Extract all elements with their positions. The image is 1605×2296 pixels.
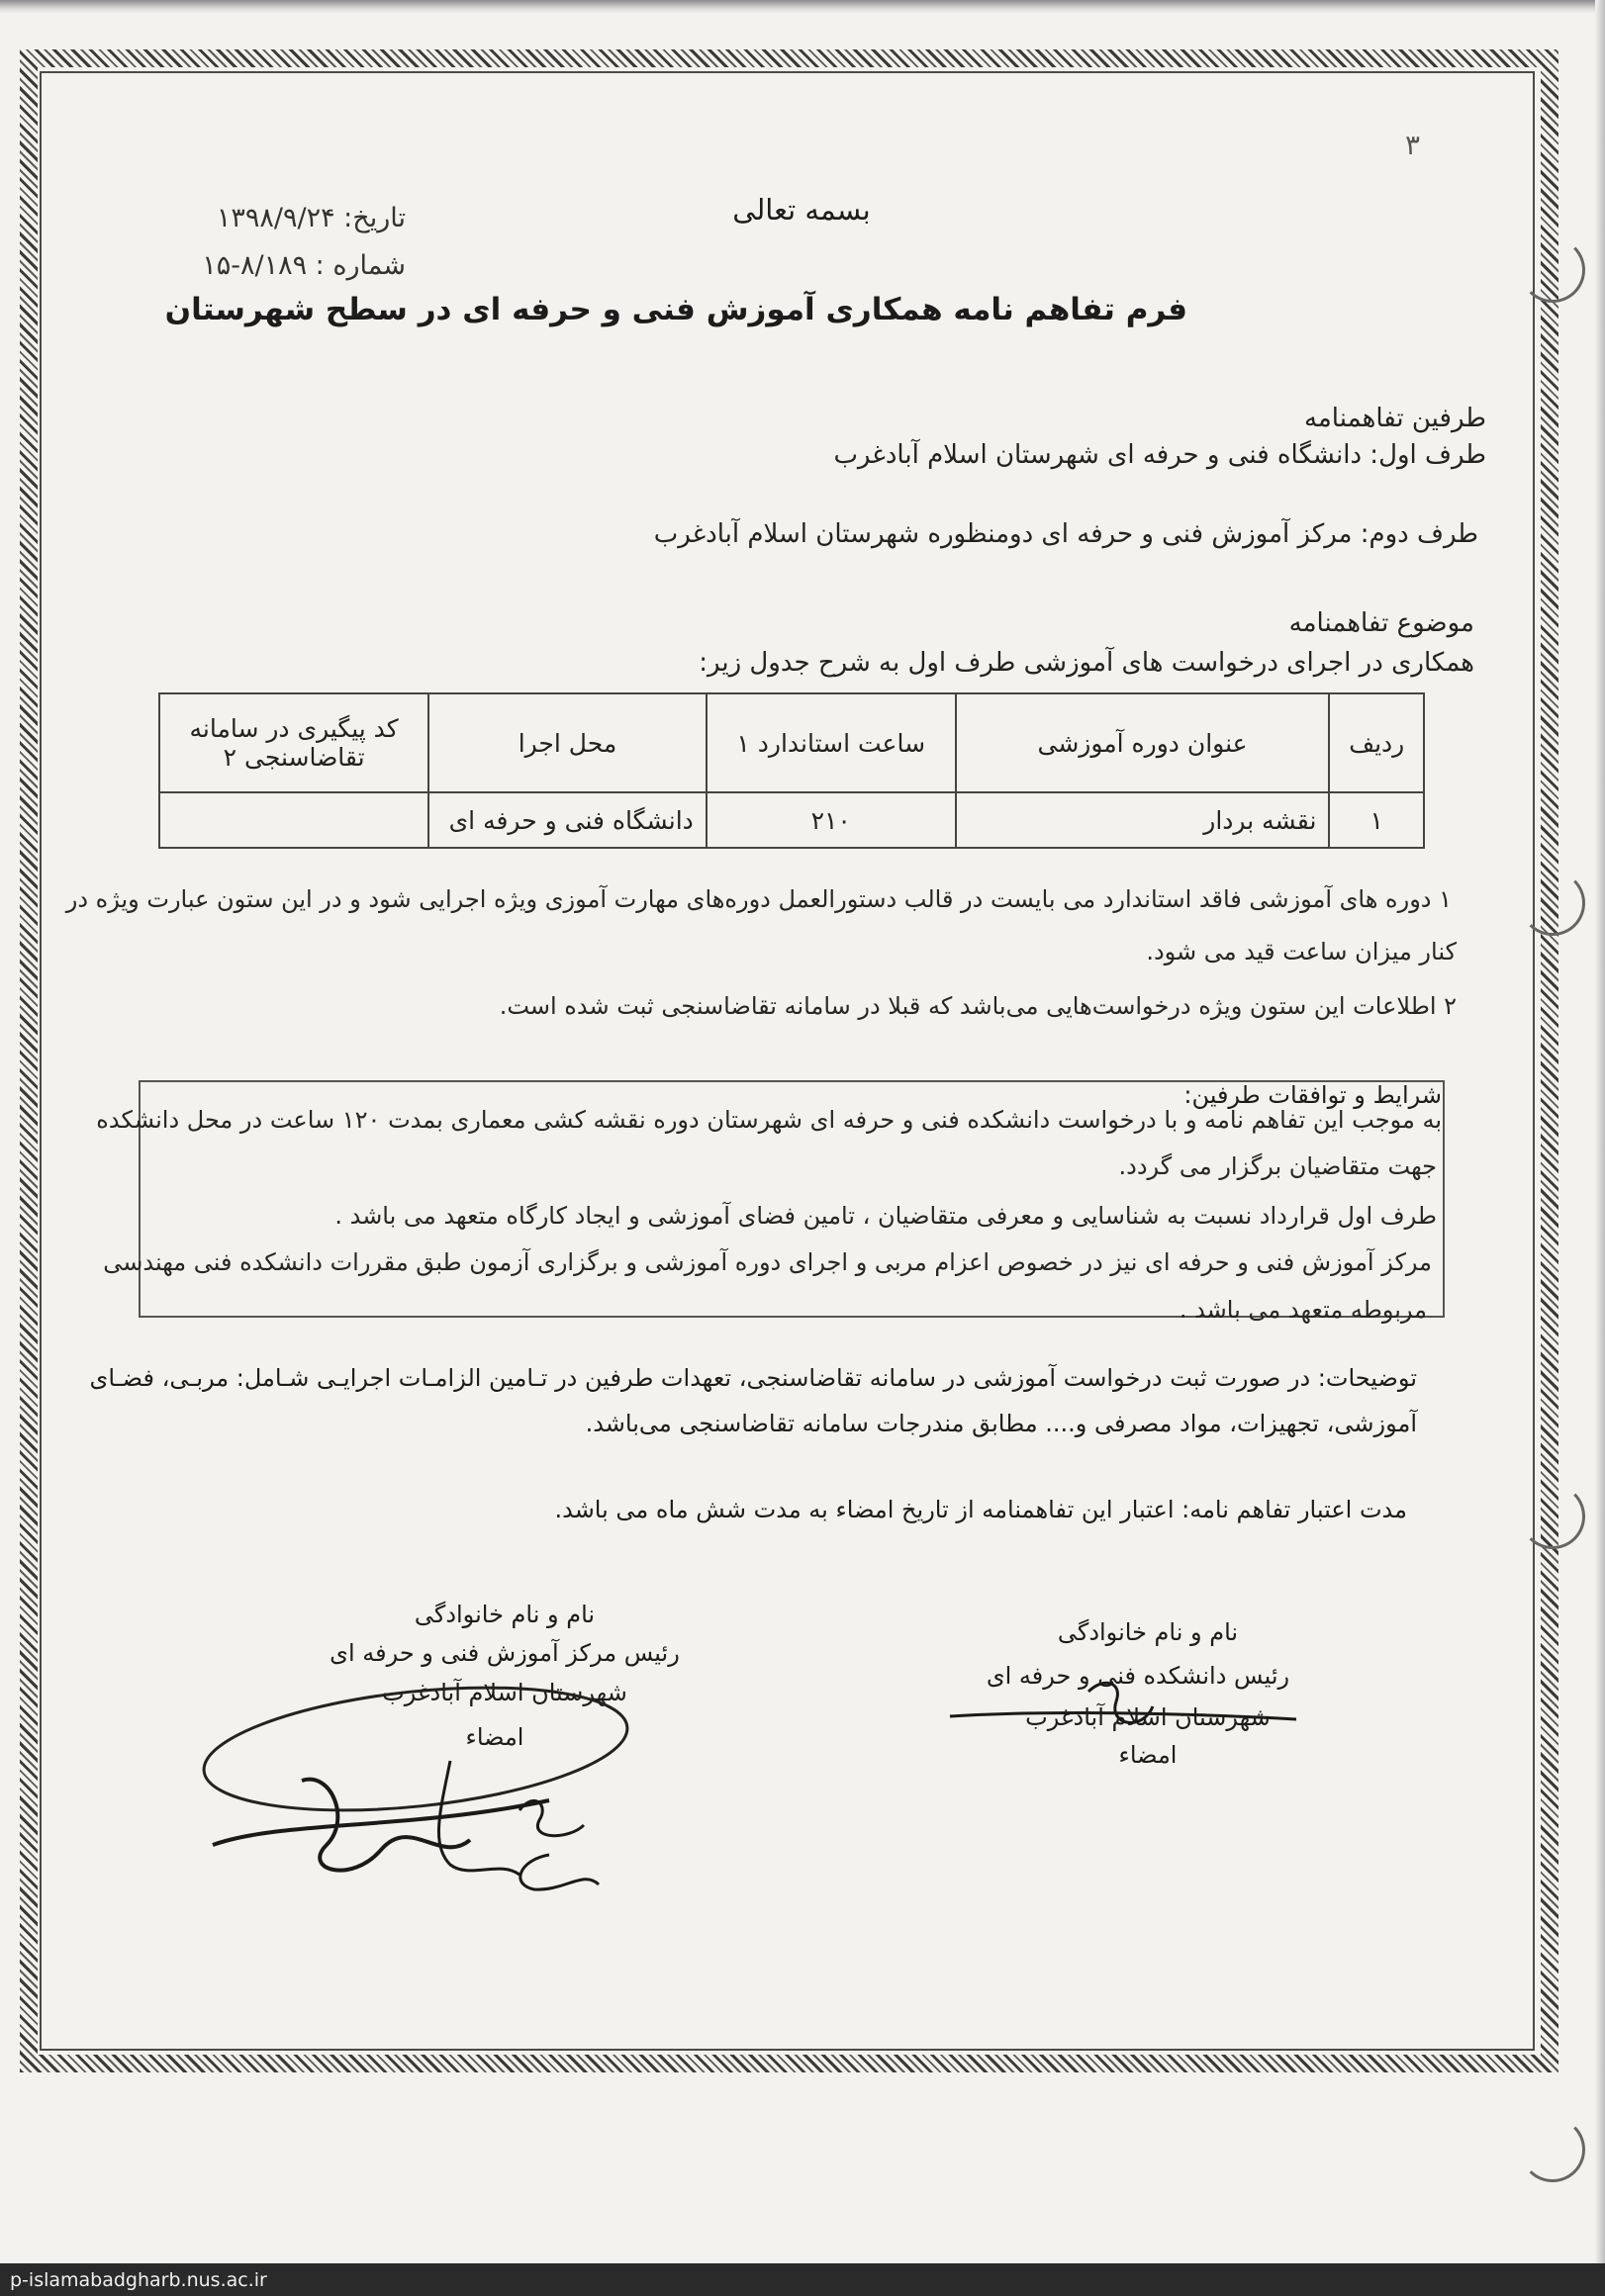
punch-hole-icon (1520, 2117, 1585, 2182)
left-role: رئیس مرکز آموزش فنی و حرفه ای (330, 1639, 680, 1667)
description-line-1: توضیحات: در صورت ثبت درخواست آموزشی در سامانه تقاضاسنجی، تعهدات طرفین در تـامین الزامـات اجرایـی شـامل: مربـی، فضـای (89, 1364, 1417, 1392)
left-city: شهرستان اسلام آبادغرب (382, 1679, 627, 1706)
right-city: شهرستان اسلام آبادغرب (1025, 1703, 1271, 1731)
left-name-label: نام و نام خانوادگی (414, 1601, 596, 1628)
condition-line-5: مربوطه متعهد می باشد . (1179, 1296, 1427, 1324)
condition-line-1: به موجب این تفاهم نامه و با درخواست دانشکده فنی و حرفه ای شهرستان دوره نقشه کشی معماری بمدت ۱۲۰ ساعت در محل دانشکده (96, 1106, 1442, 1134)
parties-heading: طرفین تفاهمنامه (1303, 404, 1486, 433)
punch-hole-icon (1520, 871, 1585, 936)
left-signature-icon (193, 1672, 658, 1909)
footnote-2: ۲ اطلاعات این ستون ویژه درخواست‌هایی می‌باشد که قبلا در سامانه تقاضاسنجی ثبت شده است. (499, 992, 1457, 1020)
cell-location: دانشگاه فنی و حرفه ای (428, 792, 707, 848)
party-second: طرف دوم: مرکز آموزش فنی و حرفه ای دومنظوره شهرستان اسلام آبادغرب (653, 519, 1478, 549)
footnote-1b: کنار میزان ساعت قید می شود. (1146, 938, 1457, 965)
table-header-row (159, 693, 1424, 792)
condition-line-4: مرکز آموزش فنی و حرفه ای نیز در خصوص اعزام مربی و اجرای دوره آموزشی و برگزاری آزمون طبق مقررات دانشکده فنی مهندسی (103, 1248, 1432, 1276)
table-row (159, 792, 1424, 848)
bismillah-heading: بسمه تعالی (732, 193, 871, 227)
right-sign-label: امضاء (1118, 1741, 1178, 1769)
document-title: فرم تفاهم نامه همکاری آموزش فنی و حرفه ای در سطح شهرستان (164, 292, 1187, 327)
header-course-title: عنوان دوره آموزشی (956, 693, 1330, 792)
number-label: شماره : (315, 250, 406, 281)
cell-row-number: ۱ (1329, 792, 1424, 848)
scan-edge (0, 0, 1605, 14)
right-signature-icon (940, 1672, 1306, 1751)
page-mark: ۳ (1405, 129, 1421, 161)
scan-edge-right (1595, 0, 1605, 2296)
courses-table (158, 692, 1425, 849)
header-standard-hours: ساعت استاندارد ۱ (707, 693, 956, 792)
party-first: طرف اول: دانشگاه فنی و حرفه ای شهرستان اسلام آبادغرب (833, 440, 1486, 470)
footnote-1a: ۱ دوره های آموزشی فاقد استاندارد می بایست در قالب دستورالعمل دوره‌های مهارت آموزی ویژه اجرایی شود و در این ستون عبارت ویژه در (65, 885, 1452, 913)
date-line (208, 203, 406, 233)
number-line (198, 250, 406, 281)
date-value: ۱۳۹۸/۹/۲۴ (216, 203, 335, 233)
header-location: محل اجرا (428, 693, 707, 792)
header-tracking-code: کد پیگیری در سامانه تقاضاسنجی ۲ (159, 693, 428, 792)
validity-text: مدت اعتبار تفاهم نامه: اعتبار این تفاهمنامه از تاریخ امضاء به مدت شش ماه می باشد. (554, 1496, 1407, 1523)
cell-standard-hours: ۲۱۰ (707, 792, 956, 848)
header-row-number: ردیف (1329, 693, 1424, 792)
cell-tracking-code (159, 792, 428, 848)
subject-text: همکاری در اجرای درخواست های آموزشی طرف اول به شرح جدول زیر: (699, 648, 1474, 678)
punch-hole-icon (1520, 1484, 1585, 1549)
number-value: ۸/۱۸۹-۱۵ (202, 250, 308, 281)
condition-line-2: جهت متقاضیان برگزار می گردد. (1118, 1152, 1437, 1180)
description-line-2: آموزشی، تجهیزات، مواد مصرفی و.... مطابق مندرجات سامانه تقاضاسنجی می‌باشد. (585, 1410, 1417, 1437)
footer-url: p-islamabadgharb.nus.ac.ir (10, 2269, 267, 2291)
right-role: رئیس دانشکده فنی و حرفه ای (986, 1662, 1290, 1690)
subject-heading: موضوع تفاهمنامه (1288, 608, 1474, 638)
conditions-heading: شرایط و توافقات طرفین: (1183, 1081, 1442, 1109)
date-label: تاریخ: (343, 203, 406, 233)
left-sign-label: امضاء (465, 1723, 524, 1751)
right-name-label: نام و نام خانوادگی (1057, 1618, 1239, 1646)
cell-course-title: نقشه بردار (956, 792, 1330, 848)
condition-line-3: طرف اول قرارداد نسبت به شناسایی و معرفی متقاضیان ، تامین فضای آموزشی و ایجاد کارگاه متعهد می باشد . (334, 1202, 1437, 1230)
punch-hole-icon (1520, 237, 1585, 303)
